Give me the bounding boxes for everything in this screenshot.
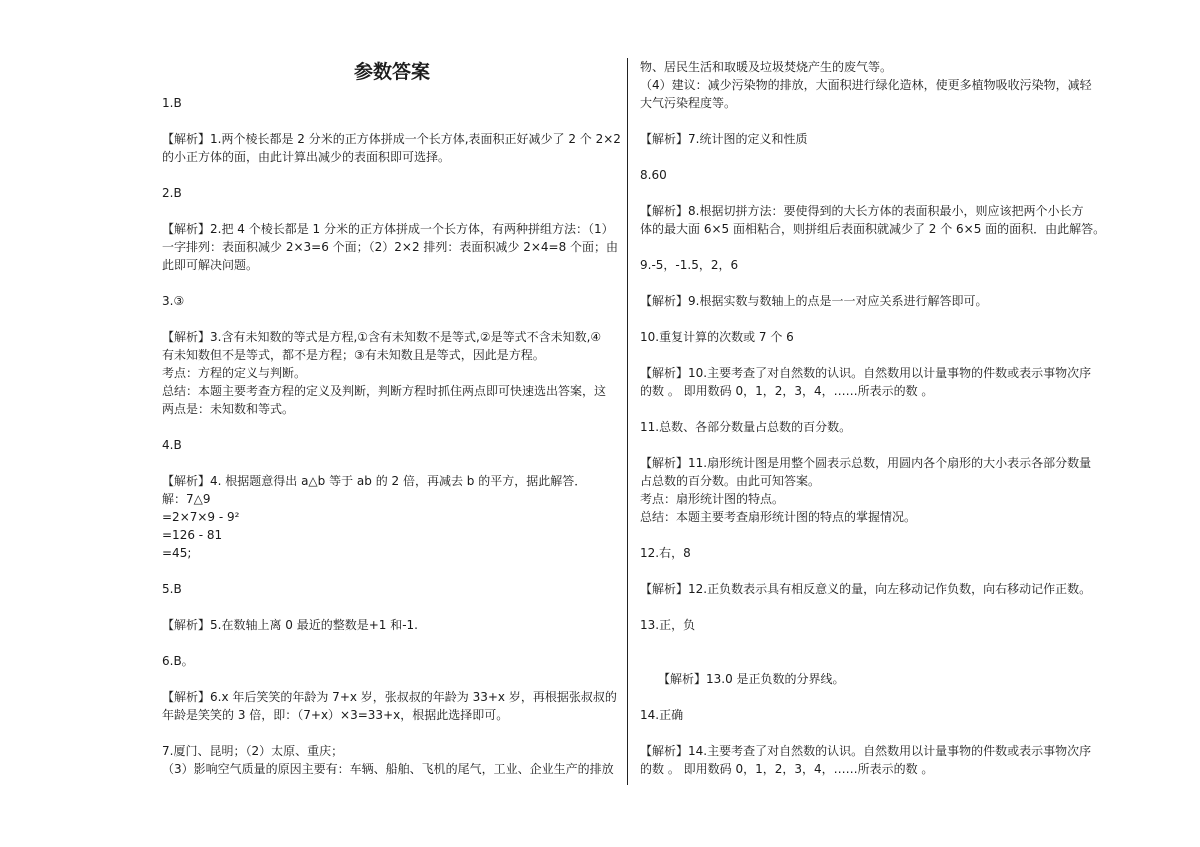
right-column	[640, 58, 1106, 778]
answer-line: （4）建议：减少污染物的排放，大面积进行绿化造林，使更多植物吸收污染物，减轻	[640, 78, 1092, 92]
page-title: 参数答案	[353, 61, 430, 83]
blank-line	[640, 274, 1100, 292]
answer-line: 【解析】5.在数轴上离 0 最近的整数是+1 和-1.	[162, 618, 418, 632]
answer-line: 体的最大面 6×5 面相粘合，则拼组后表面积就减少了 2 个 6×5 面的面积．由此解答。	[640, 222, 1106, 236]
answer-line: 的数 。 即用数码 0，1，2，3，4，……所表示的数 。	[640, 384, 934, 398]
answer-line: 【解析】9.根据实数与数轴上的点是一一对应关系进行解答即可。	[640, 294, 988, 308]
answer-line: 9.-5，-1.5，2，6	[640, 258, 739, 272]
blank-line	[640, 562, 1100, 580]
answer-line: 的数 。 即用数码 0，1，2，3，4，……所表示的数 。	[640, 762, 934, 776]
answer-line: 【解析】6.x 年后笑笑的年龄为 7+x 岁，张叔叔的年龄为 33+x 岁，再根据张叔叔的	[162, 690, 617, 704]
answer-line: （3）影响空气质量的原因主要有：车辆、船舶、飞机的尾气，工业、企业生产的排放	[162, 762, 614, 776]
blank-line	[162, 274, 622, 292]
blank-line	[162, 598, 622, 616]
answer-line: 4.B	[162, 438, 182, 452]
blank-line	[640, 184, 1100, 202]
answer-line: 10.重复计算的次数或 7 个 6	[640, 330, 794, 344]
answer-line: =126 - 81	[162, 528, 223, 542]
answer-line: 大气污染程度等。	[640, 96, 737, 110]
blank-line	[640, 724, 1100, 742]
answer-line: 【解析】2.把 4 个棱长都是 1 分米的正方体拼成一个长方体，有两种拼组方法：（1）	[162, 222, 614, 236]
blank-line	[640, 238, 1100, 256]
blank-line	[640, 400, 1100, 418]
answer-line: 2.B	[162, 186, 182, 200]
answer-line: 5.B	[162, 582, 182, 596]
answer-line: 占总数的百分数。由此可知答案。	[640, 474, 821, 488]
blank-line	[640, 652, 1100, 670]
answer-line: =45;	[162, 546, 192, 560]
blank-line	[640, 526, 1100, 544]
answer-line: 两点是：未知数和等式。	[162, 402, 295, 416]
answer-line: 总结：本题主要考查方程的定义及判断，判断方程时抓住两点即可快速选出答案，这	[162, 384, 607, 398]
answer-line: 8.60	[640, 168, 667, 182]
answer-line: 年龄是笑笑的 3 倍，即：（7+x）×3=33+x，根据此选择即可。	[162, 708, 509, 722]
answer-line: 【解析】12.正负数表示具有相反意义的量，向左移动记作负数，向右移动记作正数。	[640, 582, 1092, 596]
answer-line: 1.B	[162, 96, 182, 110]
answer-line: 考点：扇形统计图的特点。	[640, 492, 785, 506]
blank-line	[162, 166, 622, 184]
blank-line	[640, 148, 1100, 166]
answer-line: 物、居民生活和取暖及垃圾焚烧产生的废气等。	[640, 60, 893, 74]
answer-line: 13.正，负	[640, 618, 696, 632]
answer-line: 此即可解决问题。	[162, 258, 259, 272]
answer-line: 【解析】10.主要考查了对自然数的认识。自然数用以计量事物的件数或表示事物次序	[640, 366, 1092, 380]
answer-line: =2×7×9 - 9²	[162, 510, 240, 524]
blank-line	[162, 202, 622, 220]
answer-line: 【解析】8.根据切拼方法：要使得到的大长方体的表面积最小，则应该把两个小长方	[640, 204, 1084, 218]
blank-line	[162, 562, 622, 580]
blank-line	[640, 310, 1100, 328]
answer-line: 解：7△9	[162, 492, 211, 506]
blank-line	[162, 310, 622, 328]
blank-line	[162, 634, 622, 652]
blank-line	[640, 688, 1100, 706]
blank-line	[640, 634, 1100, 652]
answer-line: 【解析】7.统计图的定义和性质	[640, 132, 808, 146]
blank-line	[162, 418, 622, 436]
left-column	[162, 60, 622, 778]
answer-line: 总结：本题主要考查扇形统计图的特点的掌握情况。	[640, 510, 917, 524]
answer-line: 12.右，8	[640, 546, 691, 560]
right-answer-lines	[640, 58, 1106, 778]
blank-line	[162, 724, 622, 742]
column-divider	[627, 58, 628, 785]
blank-line	[640, 346, 1100, 364]
answer-line: 11.总数、各部分数量占总数的百分数。	[640, 420, 852, 434]
answer-line: 考点：方程的定义与判断。	[162, 366, 307, 380]
blank-line	[640, 112, 1100, 130]
blank-line	[162, 454, 622, 472]
answer-line: 【解析】11.扇形统计图是用整个圆表示总数，用圆内各个扇形的大小表示各部分数量	[640, 456, 1092, 470]
answer-line: 的小正方体的面，由此计算出减少的表面积即可选择。	[162, 150, 451, 164]
answer-line: 6.B。	[162, 654, 194, 668]
answer-line: 3.③	[162, 294, 185, 308]
answer-line: 【解析】1.两个棱长都是 2 分米的正方体拼成一个长方体,表面积正好减少了 2 个 2×2	[162, 132, 621, 146]
answer-line: 7.厦门、昆明；（2）太原、重庆；	[162, 744, 344, 758]
left-answer-lines	[162, 94, 622, 778]
answer-line: 【解析】13.0 是正负数的分界线。	[640, 672, 845, 686]
answer-line: 【解析】14.主要考查了对自然数的认识。自然数用以计量事物的件数或表示事物次序	[640, 744, 1092, 758]
answer-line: 一字排列：表面积减少 2×3=6 个面；（2）2×2 排列：表面积减少 2×4=8 个面；由	[162, 240, 619, 254]
answer-line: 【解析】3.含有未知数的等式是方程,①含有未知数不是等式,②是等式不含未知数,④	[162, 330, 602, 344]
blank-line	[640, 436, 1100, 454]
blank-line	[162, 112, 622, 130]
answer-line: 有未知数但不是等式，都不是方程；③有未知数且是等式，因此是方程。	[162, 348, 545, 362]
answer-line: 14.正确	[640, 708, 684, 722]
blank-line	[162, 670, 622, 688]
answer-line: 【解析】4. 根据题意得出 a△b 等于 ab 的 2 倍，再减去 b 的平方，据此解答．	[162, 474, 587, 488]
blank-line	[640, 598, 1100, 616]
